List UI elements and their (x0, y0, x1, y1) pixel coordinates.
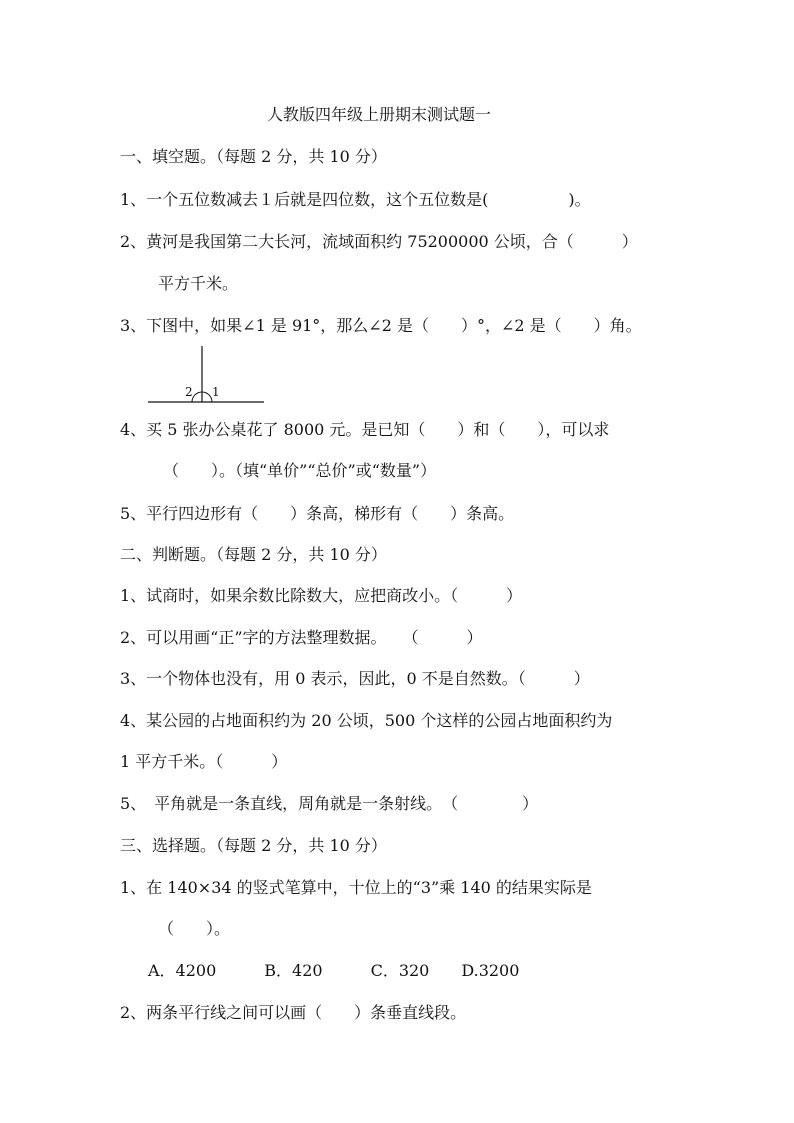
question-2-1: 1、试商时，如果余数比除数大，应把商改小。（ ） (120, 586, 523, 605)
question-1-4-cont: （ ）。（填“单价”“总价”或“数量”） (163, 461, 437, 480)
question-1-2-cont: 平方千米。 (158, 274, 239, 293)
section-1-heading: 一、填空题。（每题 2 分，共 10 分） (120, 147, 387, 166)
question-1-2: 2、黄河是我国第二大长河，流域面积约 75200000 公顷，合（ ） (120, 232, 638, 251)
question-2-3: 3、一个物体也没有，用 0 表示，因此，0 不是自然数。（ ） (120, 669, 590, 688)
question-2-4-cont: 1 平方千米。（ ） (120, 752, 288, 771)
question-3-1: 1、在 140×34 的竖式笔算中，十位上的“3”乘 140 的结果实际是 (120, 878, 592, 897)
question-1-1: 1、一个五位数减去１后就是四位数，这个五位数是( )。 (120, 190, 591, 209)
question-2-4: 4、某公园的占地面积约为 20 公顷，500 个这样的公园占地面积约为 (120, 711, 613, 730)
question-3-1-cont: （ ）。 (158, 919, 231, 938)
angle-label-1: 1 (212, 385, 220, 399)
question-3-1-options: A．4200 B．420 C．320 D.3200 (148, 961, 520, 980)
question-3-2: 2、两条平行线之间可以画（ ）条垂直线段。 (120, 1003, 467, 1022)
section-2-heading: 二、判断题。（每题 2 分，共 10 分） (120, 545, 387, 564)
angle-figure (140, 344, 270, 408)
question-1-4: 4、买 5 张办公桌花了 8000 元。是已知（ ）和（ ），可以求 (120, 420, 610, 439)
angle-label-2: 2 (185, 385, 193, 399)
section-3-heading: 三、选择题。（每题 2 分，共 10 分） (120, 836, 387, 855)
question-1-3: 3、下图中，如果∠1 是 91°，那么∠2 是（ ）°，∠2 是（ ）角。 (120, 316, 642, 335)
question-1-5: 5、平行四边形有（ ）条高，梯形有（ ）条高。 (120, 504, 515, 523)
page-title: 人教版四年级上册期末测试题一 (267, 105, 492, 124)
question-2-2: 2、可以用画“正”字的方法整理数据。 （ ） (120, 628, 483, 647)
question-2-5: 5、 平角就是一条直线，周角就是一条射线。 （ ） (120, 794, 539, 813)
